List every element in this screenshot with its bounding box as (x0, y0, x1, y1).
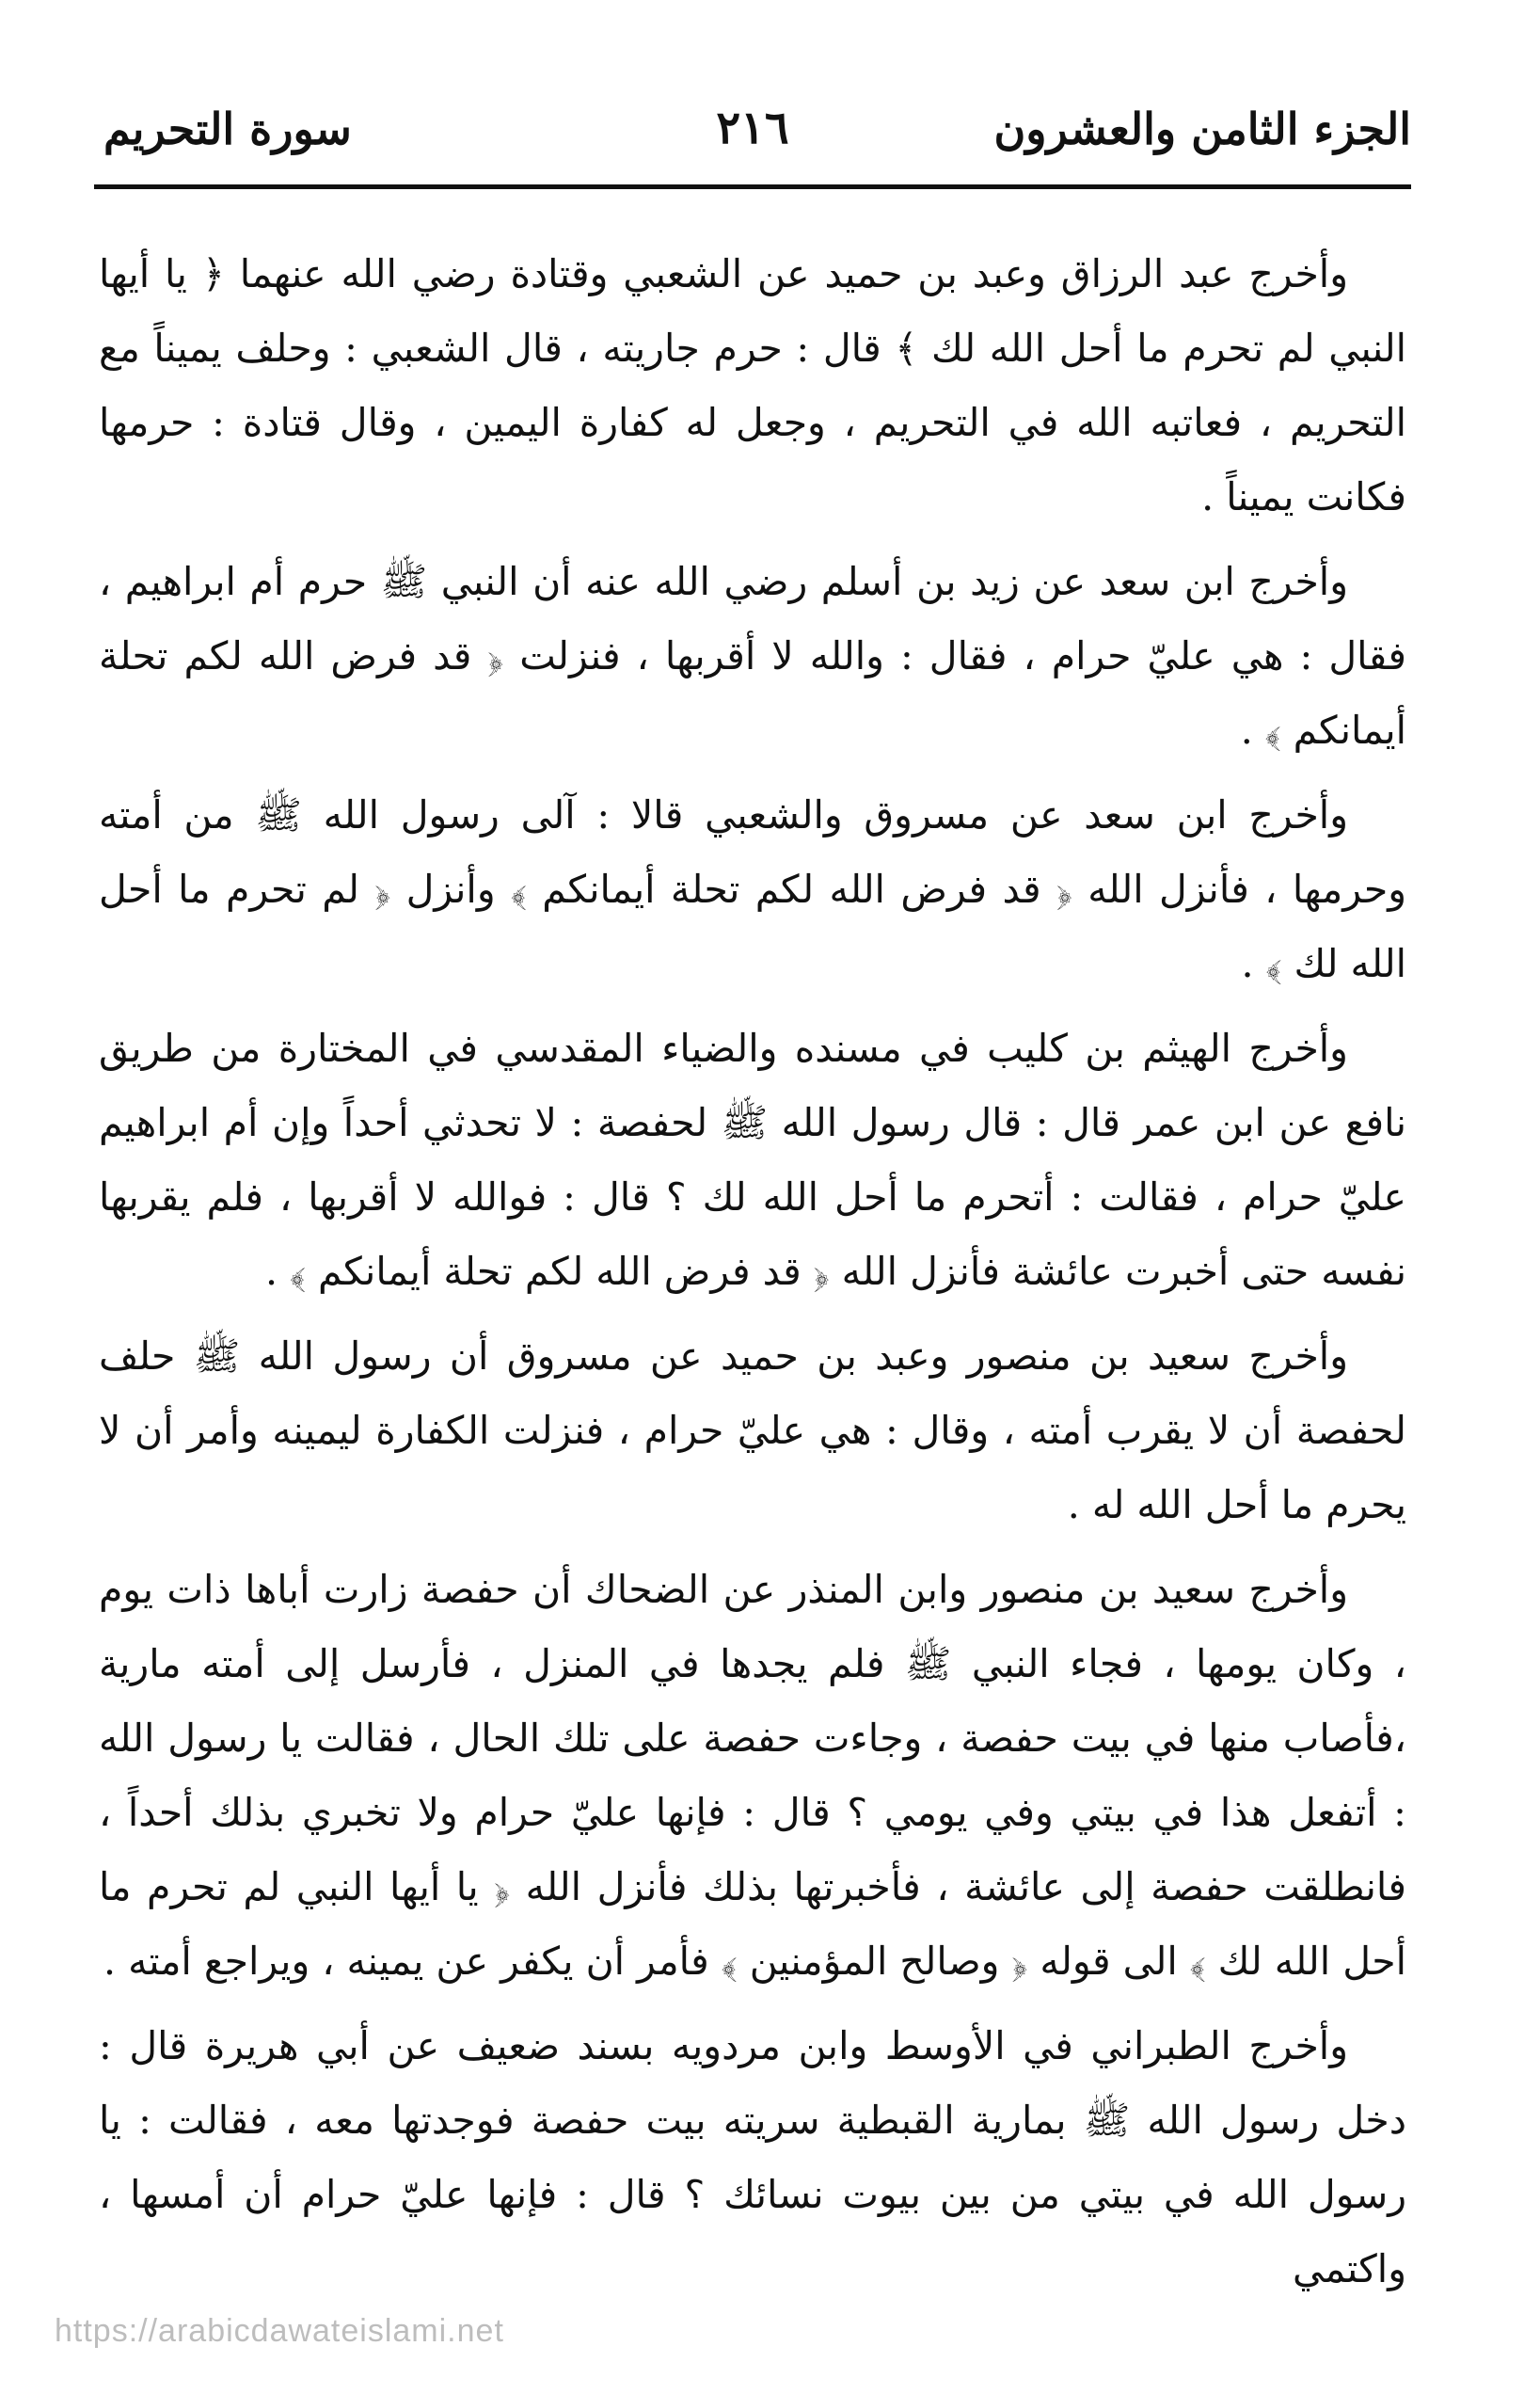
paragraph: وأخرج ابن سعد عن زيد بن أسلم رضي الله عنه أن النبي ﷺ حرم أم ابراهيم ، فقال : هي عليّ حرام ، فقال : والله لا أقربها ، فنزلت ﴿ قد فرض الله لكم تحلة أيمانكم ﴾ . (99, 559, 1406, 753)
page-body (99, 237, 1406, 2317)
watermark-url: https://arabicdawateislami.net (55, 2313, 504, 2349)
surah-title: سورة التحريم (103, 104, 352, 154)
paragraph: وأخرج الطبراني في الأوسط وابن مردويه بسند ضعيف عن أبي هريرة قال : دخل رسول الله ﷺ بمارية القبطية سريته بيت حفصة فوجدتها معه ، فقالت : يا رسول الله في بيتي من بين بيوت نسائك ؟ قال : فإنها عليّ حرام أن أمسها ، واكتمي (99, 2023, 1406, 2291)
page-header (94, 94, 1411, 179)
juz-title: الجزء الثامن والعشرون (993, 104, 1411, 154)
paragraph: وأخرج الهيثم بن كليب في مسنده والضياء المقدسي في المختارة من طريق نافع عن ابن عمر قال : قال رسول الله ﷺ لحفصة : لا تحدثي أحداً وإن أم ابراهيم عليّ حرام ، فقالت : أتحرم ما أحل الله لك ؟ قال : فوالله لا أقربها ، فلم يقربها نفسه حتى أخبرت عائشة فأنزل الله ﴿ قد فرض الله لكم تحلة أيمانكم ﴾ . (99, 1026, 1406, 1294)
page-number: ٢١٦ (716, 102, 789, 154)
header-rule (94, 184, 1411, 189)
paragraph: وأخرج سعيد بن منصور وعبد بن حميد عن مسروق أن رسول الله ﷺ حلف لحفصة أن لا يقرب أمته ، وقال : هي عليّ حرام ، فنزلت الكفارة ليمينه وأمر أن لا يحرم ما أحل الله له . (99, 1333, 1406, 1527)
paragraph: وأخرج ابن سعد عن مسروق والشعبي قالا : آلى رسول الله ﷺ من أمته وحرمها ، فأنزل الله ﴿ قد فرض الله لكم تحلة أيمانكم ﴾ وأنزل ﴿ لم تحرم ما أحل الله لك ﴾ . (99, 792, 1406, 986)
paragraph: وأخرج عبد الرزاق وعبد بن حميد عن الشعبي وقتادة رضي الله عنهما ﴿ يا أيها النبي لم تحرم ما أحل الله لك ﴾ قال : حرم جاريته ، قال الشعبي : وحلف يميناً مع التحريم ، فعاتبه الله في التحريم ، وجعل له كفارة اليمين ، وقال قتادة : حرمها فكانت يميناً . (99, 251, 1406, 519)
paragraph: وأخرج سعيد بن منصور وابن المنذر عن الضحاك أن حفصة زارت أباها ذات يوم ، وكان يومها ، فجاء النبي ﷺ فلم يجدها في المنزل ، فأرسل إلى أمته مارية ،فأصاب منها في بيت حفصة ، وجاءت حفصة على تلك الحال ، فقالت يا رسول الله : أتفعل هذا في بيتي وفي يومي ؟ قال : فإنها عليّ حرام ولا تخبري بذلك أحداً ، فانطلقت حفصة إلى عائشة ، فأخبرتها بذلك فأنزل الله ﴿ يا أيها النبي لم تحرم ما أحل الله لك ﴾ الى قوله ﴿ وصالح المؤمنين ﴾ فأمر أن يكفر عن يمينه ، ويراجع أمته . (99, 1567, 1406, 1984)
